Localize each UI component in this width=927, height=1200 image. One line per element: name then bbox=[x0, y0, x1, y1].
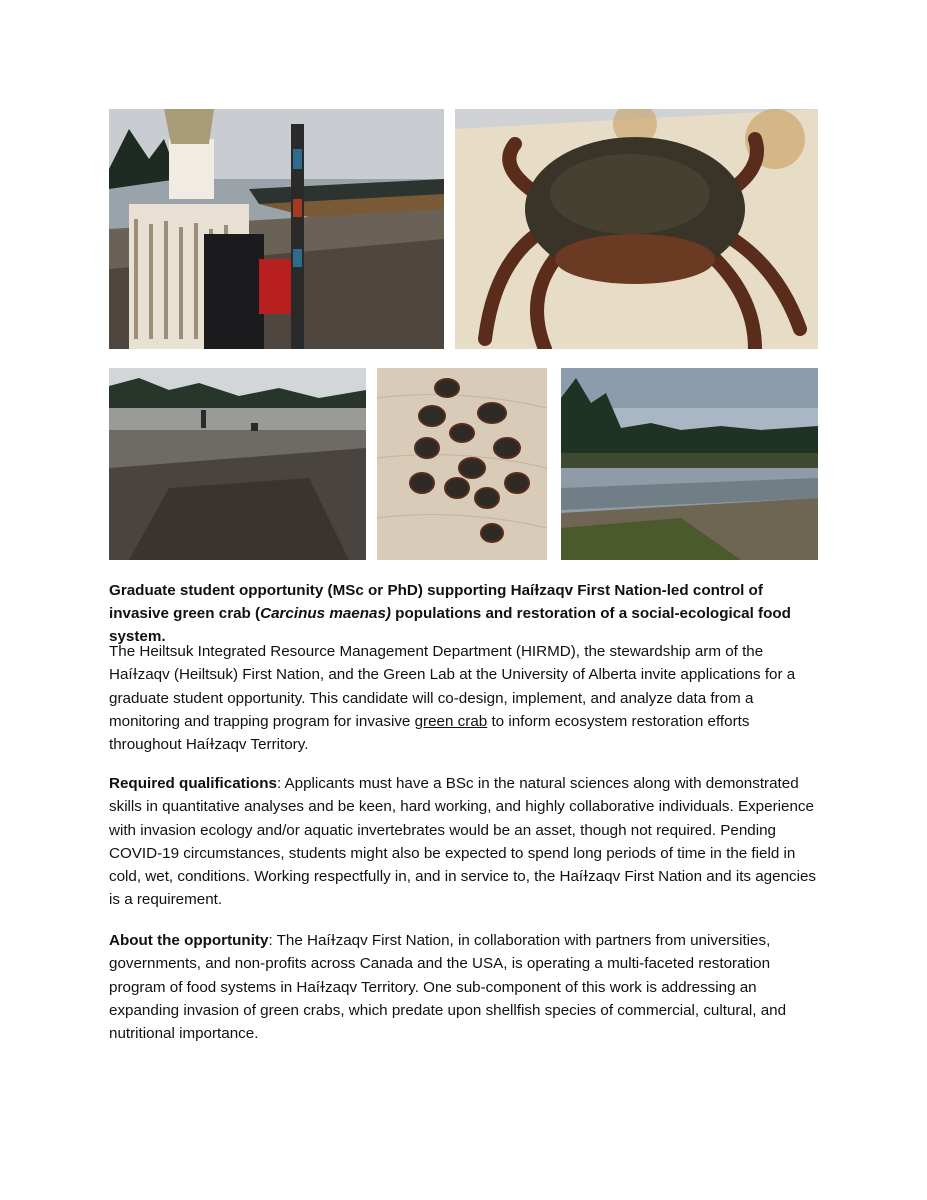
about-body: : The Haíɫzaqv First Nation, in collaboration with partners from universities, governments, and non-profits across Canada and the USA, is operating a multi-faceted restoration program of food systems in Haíɫzaqv Territory. One sub-component of this work is addressing an expanding invasion of green crabs, which predate upon shellfish species of commercial, cultural, and nutritional importance. bbox=[109, 932, 787, 1043]
about-label: About the opportunity bbox=[109, 932, 269, 949]
trapped-crabs-photo bbox=[377, 368, 547, 560]
qualifications-body: : Applicants must have a BSc in the natural sciences along with demonstrated skills in quantitative analyses and be keen, hard working, and highly collaborative individuals. Experience with invasion ecology and/or aquatic invertebrates would be an asset, though not required. Pending COVID-19 circumstances, students might also be expected to spend long periods of time in the field in cold, wet, conditions. Working respectfully in, and in service to, the Haíɫzaqv First Nation and its agencies is a requirement. bbox=[109, 775, 817, 909]
headline-part1: Graduate student opportunity (MSc or PhD) supporting Haíɫzaqv First Nation-led control of invasive green crab ( bbox=[109, 582, 763, 622]
species-name: Carcinus maenas) bbox=[260, 605, 391, 622]
qualifications-paragraph bbox=[109, 772, 821, 912]
intro-text-after: to inform ecosystem restoration efforts throughout Haíɫzaqv Territory. bbox=[109, 712, 750, 754]
page-title bbox=[109, 579, 821, 648]
ceremony-photo bbox=[109, 109, 444, 349]
tidal-flat-photo bbox=[109, 368, 366, 560]
intro-paragraph bbox=[109, 640, 821, 756]
shoreline-photo bbox=[561, 368, 818, 560]
intro-text-before: The Heiltsuk Integrated Resource Management Department (HIRMD), the stewardship arm of the Haíɫzaqv (Heiltsuk) First Nation, and the Green Lab at the University of Alberta invite applications for a graduate student opportunity. This candidate will co-design, implement, and analyze data from a monitoring and trapping program for invasive bbox=[109, 643, 796, 730]
about-paragraph bbox=[109, 929, 821, 1045]
green-crab-link[interactable]: green crab bbox=[414, 712, 488, 730]
qualifications-label: Required qualifications bbox=[109, 775, 277, 792]
headline-part2: populations and restoration of a social-ecological food system. bbox=[109, 605, 791, 645]
green-crab-closeup-photo bbox=[455, 109, 818, 349]
